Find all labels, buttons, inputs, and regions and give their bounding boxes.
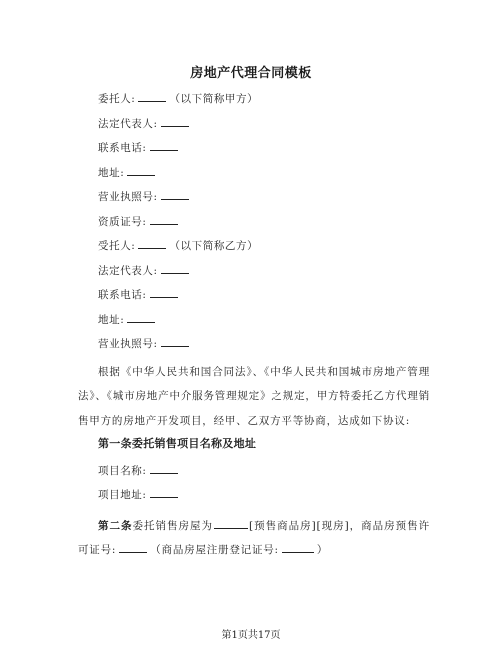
project-name-label: 项目名称: <box>98 464 147 477</box>
party-b-address-label: 地址: <box>98 313 125 326</box>
project-address-line <box>78 486 430 511</box>
party-a-license-line <box>78 188 430 213</box>
party-b-phone-blank <box>150 286 178 298</box>
project-name-line <box>78 462 430 487</box>
project-name-blank <box>150 462 178 474</box>
party-a-qualification-label: 资质证号: <box>98 215 147 228</box>
party-a-line <box>78 90 430 115</box>
party-b-license-line <box>78 335 430 360</box>
party-b-address-blank <box>127 311 155 323</box>
party-b-legal-rep-line <box>78 262 430 287</box>
page-indicator: 第1页共17页 <box>221 630 281 641</box>
party-b-phone-label: 联系电话: <box>98 289 147 301</box>
party-a-address-label: 地址: <box>98 166 125 179</box>
party-a-phone-label: 联系电话: <box>98 142 147 154</box>
intro-paragraph: 根据《中华人民共和国合同法》、《中华人民共和国城市房地产管理法》、《城市房地产中介服务管理规定》之规定，甲方特委托乙方代理销售甲方的房地产开发项目，经甲、乙双方平等协商，达成如下协议: <box>78 365 430 427</box>
article-2-registration-blank <box>282 541 314 553</box>
party-a-legal-rep-line <box>78 115 430 140</box>
article-2-text-before: 委托销售房屋为 <box>132 519 213 532</box>
party-a-qualification-line <box>78 213 430 238</box>
project-address-blank <box>150 486 178 498</box>
party-b-license-label: 营业执照号: <box>98 338 158 350</box>
party-b-address-line <box>78 311 430 336</box>
article-2-registration-after: ） <box>316 544 329 556</box>
article-2-heading: 第二条 <box>98 519 133 532</box>
document-title: 房地产代理合同模板 <box>190 66 312 81</box>
party-a-blank <box>138 90 166 102</box>
document-body <box>78 90 430 563</box>
party-b-legal-rep-blank <box>161 262 189 274</box>
article-2-house-type-blank <box>214 517 248 529</box>
article-2-registration-before: （商品房屋注册登记证号: <box>150 544 279 556</box>
party-a-legal-rep-label: 法定代表人: <box>98 117 158 130</box>
article-2-text-after: [预售商品房][现房]，商品房预售许可证号: <box>78 519 430 556</box>
party-b-phone-line <box>78 286 430 311</box>
party-b-blank <box>138 237 166 249</box>
party-b-suffix: （以下简称乙方） <box>169 240 259 252</box>
party-b-license-blank <box>161 335 189 347</box>
article-2-permit-blank <box>119 541 147 553</box>
party-a-phone-line <box>78 139 430 164</box>
article-1-heading: 第一条委托销售项目名称及地址 <box>98 437 257 450</box>
article-2-paragraph <box>78 514 430 563</box>
party-a-license-blank <box>161 188 189 200</box>
party-a-label: 委托人: <box>98 93 136 105</box>
party-a-qualification-blank <box>150 213 178 225</box>
party-b-label: 受托人: <box>98 240 136 252</box>
party-a-address-line <box>78 164 430 189</box>
party-a-suffix: （以下简称甲方） <box>169 93 259 105</box>
party-a-license-label: 营业执照号: <box>98 191 158 203</box>
party-a-legal-rep-blank <box>161 115 189 127</box>
party-b-line <box>78 237 430 262</box>
project-address-label: 项目地址: <box>98 489 147 501</box>
party-a-phone-blank <box>150 139 178 151</box>
party-a-address-blank <box>127 164 155 176</box>
party-b-legal-rep-label: 法定代表人: <box>98 264 158 277</box>
